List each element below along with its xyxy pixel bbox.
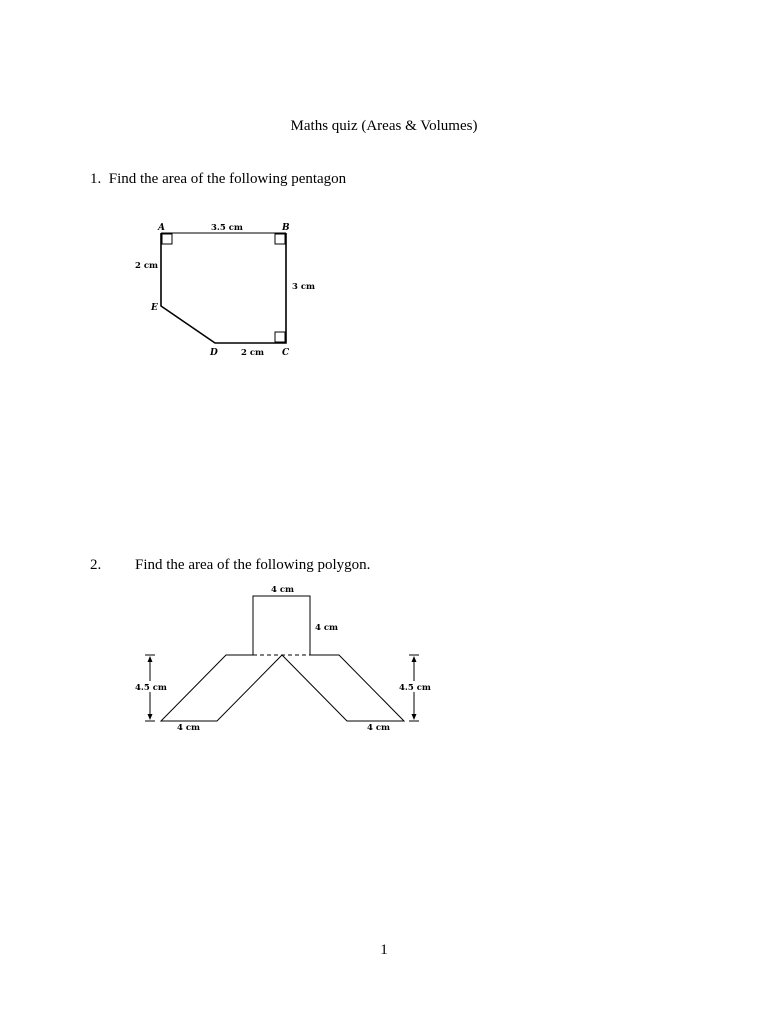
edge-bc-length: 3 cm — [292, 282, 316, 292]
right-height-arrow-down — [412, 714, 417, 720]
square-side-length: 4 cm — [315, 623, 339, 633]
right-height-length: 4.5 cm — [399, 683, 431, 693]
left-height-arrow-up — [148, 656, 153, 662]
vertex-d-label: D — [210, 348, 218, 358]
page-number: 1 — [380, 942, 388, 958]
question-2-text: Find the area of the following polygon. — [135, 557, 371, 573]
edge-ae-length: 2 cm — [135, 261, 159, 271]
question-1-text: Find the area of the following pentagon — [108, 171, 347, 187]
polygon-left-leg — [161, 655, 282, 721]
edge-ab-length: 3.5 cm — [211, 223, 243, 233]
question-2-number: 2. — [90, 557, 102, 573]
polygon-right-leg — [282, 655, 404, 721]
edge-dc-length: 2 cm — [241, 348, 265, 358]
left-base-length: 4 cm — [177, 723, 201, 733]
polygon-square — [253, 596, 310, 655]
vertex-b-label: B — [282, 223, 290, 233]
left-height-arrow-down — [148, 714, 153, 720]
right-height-arrow-up — [412, 656, 417, 662]
vertex-e-label: E — [151, 303, 158, 313]
vertex-a-label: A — [158, 223, 165, 233]
left-height-length: 4.5 cm — [135, 683, 167, 693]
right-base-length: 4 cm — [367, 723, 391, 733]
page-title: Maths quiz (Areas & Volumes) — [290, 118, 478, 134]
vertex-c-label: C — [282, 348, 290, 358]
question-1-number: 1. — [90, 171, 102, 187]
square-top-length: 4 cm — [271, 585, 295, 595]
